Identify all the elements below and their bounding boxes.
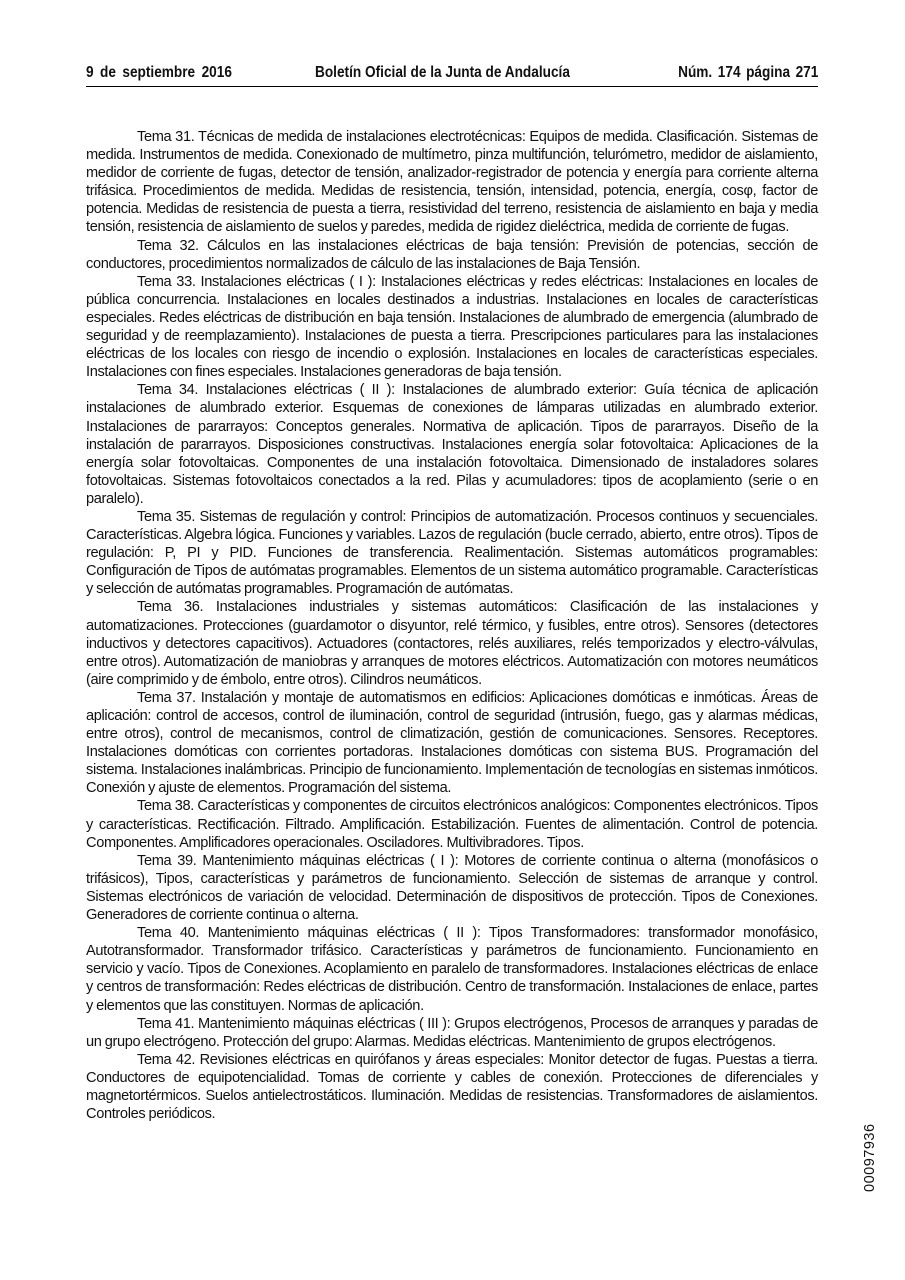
tema-31: Tema 31. Técnicas de medida de instalaciones electrotécnicas: Equipos de medida. Clasificación. Sistemas de medida. Instrumentos de medida. Conexionado de multímetro, pinza multifunción, telurómetro, medidor de aislamiento, medidor de corriente de fugas, detector de tensión, analizador-registrador de potencia y energía para corriente alterna trifásica. Procedimientos de medida. Medidas de resistencia, tensión, intensidad, potencia, energía, cosφ, factor de potencia. Medidas de resistencia de puesta a tierra, resistividad del terreno, resistencia de aislamiento en baja y media tensión, resistencia de aislamiento de suelos y paredes, medida de rigidez dieléctrica, medida de corriente de fugas. [86,129,818,236]
page-header [86,64,818,87]
tema-39: Tema 39. Mantenimiento máquinas eléctricas ( I ): Motores de corriente continua o alterna (monofásicos o trifásicos), Tipos, características y parámetros de funcionamiento. Selección de sistemas de arranque y control. Sistemas electrónicos de variación de velocidad. Determinación de dispositivos de protección. Tipos de Conexiones. Generadores de corriente continua o alterna. [86,852,818,924]
tema-33: Tema 33. Instalaciones eléctricas ( I ): Instalaciones eléctricas y redes eléctricas: Instalaciones en locales de pública concurrencia. Instalaciones en locales destinados a industrias. Instalaciones en locales de características especiales. Redes eléctricas de distribución en baja tensión. Instalaciones de alumbrado de emergencia (alumbrado de seguridad y de reemplazamiento). Instalaciones de puesta a tierra. Prescripciones particulares para las instalaciones eléctricas de los locales con riesgo de incendio o explosión. Instalaciones en locales de características especiales. Instalaciones con fines especiales. Instalaciones generadoras de baja tensión. [86,273,818,381]
publication-date: 9 de septiembre 2016 [86,64,232,81]
tema-38: Tema 38. Características y componentes de circuitos electrónicos analógicos: Componentes electrónicos. Tipos y características. Rectificación. Filtrado. Amplificación. Estabilización. Fuentes de alimentación. Control de potencia. Componentes. Amplificadores operacionales. Osciladores. Multivibradores. Tipos. [86,798,818,851]
issue-page-number: Núm. 174 página 271 [677,64,818,81]
document-body [86,128,818,1123]
tema-41: Tema 41. Mantenimiento máquinas eléctricas ( III ): Grupos electrógenos, Procesos de arranques y paradas de un grupo electrógeno. Protección del grupo: Alarmas. Medidas eléctricas. Mantenimiento de grupos electrógenos. [86,1015,818,1050]
tema-36: Tema 36. Instalaciones industriales y sistemas automáticos: Clasificación de las instalaciones y automatizaciones. Protecciones (guardamotor o disyuntor, relé térmico, y fusibles, entre otros). Sensores (detectores inductivos y detectores capacitivos). Actuadores (contactores, relés auxiliares, relés temporizados y electro-válvulas, entre otros). Automatización de maniobras y arranques de motores eléctricos. Automatización con motores neumáticos (aire comprimido y de émbolo, entre otros). Cilindros neumáticos. [86,599,818,688]
tema-35: Tema 35. Sistemas de regulación y control: Principios de automatización. Procesos continuos y secuenciales. Características. Algebra lógica. Funciones y variables. Lazos de regulación (bucle cerrado, abierto, entre otros). Tipos de regulación: P, PI y PID. Funciones de transferencia. Realimentación. Sistemas automáticos programables: Configuración de Tipos de autómatas programables. Elementos de un sistema automático programable. Características y selección de autómatas programables. Programación de autómatas. [86,508,818,598]
bulletin-title: Boletín Oficial de la Junta de Andalucía [315,64,570,81]
tema-40: Tema 40. Mantenimiento máquinas eléctricas ( II ): Tipos Transformadores: transformador monofásico, Autotransformador. Transformador trifásico. Características y parámetros de funcionamiento. Funcionamiento en servicio y vacío. Tipos de Conexiones. Acoplamiento en paralelo de transformadores. Instalaciones eléctricas de enlace y centros de transformación: Redes eléctricas de distribución. Centro de transformación. Instalaciones de enlace, partes y elementos que las constituyen. Normas de aplicación. [86,925,818,1014]
tema-32: Tema 32. Cálculos en las instalaciones eléctricas de baja tensión: Previsión de potencias, sección de conductores, procedimientos normalizados de cálculo de las instalaciones de Baja Tensión. [86,237,818,272]
document-code: 00097936 [862,1123,878,1192]
tema-34: Tema 34. Instalaciones eléctricas ( II ): Instalaciones de alumbrado exterior: Guía técnica de aplicación instalaciones de alumbrado exterior. Esquemas de conexiones de lámparas utilizadas en alumbrado exterior. Instalaciones de pararrayos: Conceptos generales. Normativa de aplicación. Tipos de pararrayos. Diseño de la instalación de pararrayos. Disposiciones constructivas. Instalaciones energía solar fotovoltaica: Aplicaciones de la energía solar fotovoltaicas. Componentes de una instalación fotovoltaica. Dimensionado de instaladores solares fotovoltaicas. Sistemas fotovoltaicos conectados a la red. Pilas y acumuladores: tipos de acoplamiento (serie o en paralelo). [86,382,818,507]
tema-42: Tema 42. Revisiones eléctricas en quirófanos y áreas especiales: Monitor detector de fugas. Puestas a tierra. Conductores de equipotencialidad. Tomas de corriente y cables de conexión. Protecciones de diferenciales y magnetortérmicos. Suelos antielectrostáticos. Iluminación. Medidas de resistencias. Transformadores de aislamientos. Controles periódicos. [86,1051,818,1123]
tema-37: Tema 37. Instalación y montaje de automatismos en edificios: Aplicaciones domóticas e inmóticas. Áreas de aplicación: control de accesos, control de iluminación, control de seguridad (intrusión, fuego, gas y alarmas médicas, entre otros), control de mecanismos, control de climatización, gestión de comunicaciones. Sensores. Receptores. Instalaciones domóticas con corrientes portadoras. Instalaciones domóticas con sistema BUS. Programación del sistema. Instalaciones inalámbricas. Principio de funcionamiento. Implementación de tecnologías en sistemas inmóticos. Conexión y ajuste de elementos. Programación del sistema. [86,689,818,797]
